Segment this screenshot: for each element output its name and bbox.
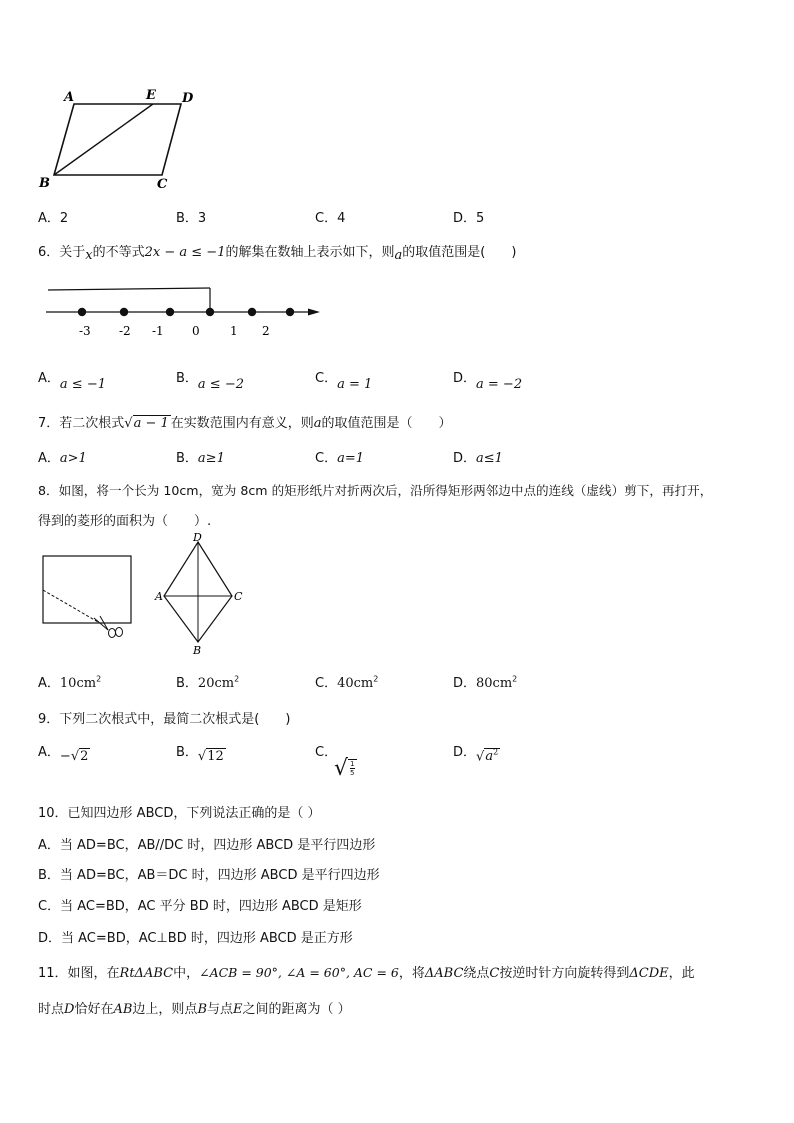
q11-text: 绕点: [463, 966, 490, 981]
q6-suffix: 的取值范围是( ): [402, 245, 517, 260]
minus-sign: −: [59, 749, 71, 764]
option-letter: C．: [315, 211, 338, 226]
parallelogram-figure: [0, 0, 794, 200]
fraction-denominator: 5: [350, 769, 355, 777]
q6-option-a[interactable]: [38, 367, 106, 392]
option-letter: C．: [315, 451, 338, 466]
option-letter: A．: [38, 676, 60, 691]
option-text: 4: [337, 211, 346, 226]
label-b: B: [193, 644, 202, 657]
q6-option-b[interactable]: [176, 367, 244, 392]
option-text: 3: [197, 211, 207, 226]
tick-label: -2: [119, 324, 131, 338]
option-letter: B．: [176, 371, 198, 386]
q5-option-b[interactable]: [176, 207, 206, 226]
option-letter: A．: [38, 211, 60, 226]
solution-ray: [48, 288, 210, 290]
q5-option-d[interactable]: [453, 207, 484, 226]
radical-sign: √: [70, 749, 80, 764]
q11-stem-line1: [38, 962, 695, 981]
radicand-exponent: 2: [493, 747, 499, 757]
q11-point-e: E: [233, 1002, 243, 1017]
option-letter: A．: [38, 451, 60, 466]
option-exponent: 2: [96, 674, 102, 684]
option-letter: D．: [453, 451, 477, 466]
option-letter: D．: [453, 745, 477, 760]
option-text: a≤1: [476, 451, 503, 466]
q10-option-b[interactable]: B．当 AD=BC，AB＝DC 时，四边形 ABCD 是平行四边形: [38, 868, 380, 883]
q9-option-c-fraction-radical: [334, 756, 357, 781]
q6-option-c[interactable]: [315, 367, 373, 392]
q8-option-c[interactable]: [315, 672, 378, 691]
q7-mid: 在实数范围内有意义，则: [170, 416, 314, 431]
option-letter: C．: [315, 371, 338, 386]
q5-option-a[interactable]: [38, 207, 68, 226]
q11-triangle-abc: RtΔABC: [119, 966, 174, 981]
radical-sign: √: [334, 756, 349, 781]
q11-triangle-cde: ΔCDE: [629, 966, 669, 981]
label-d: D: [182, 91, 194, 106]
radicand: 2: [80, 749, 89, 764]
q10-option-a[interactable]: A．当 AD=BC，AB//DC 时，四边形 ABCD 是平行四边形: [38, 838, 376, 853]
arrow-head: [308, 309, 320, 316]
tick-label: 2: [262, 324, 270, 338]
fraction-numerator: 1: [350, 760, 355, 768]
q9-option-a[interactable]: [38, 741, 90, 764]
q9-option-b[interactable]: [176, 741, 226, 764]
q9-stem: 9．下列二次根式中，最简二次根式是( ): [38, 712, 291, 727]
option-exponent: 2: [512, 674, 518, 684]
radical: [476, 748, 500, 764]
q7-radicand: a − 1: [133, 416, 169, 431]
q6-option-d[interactable]: [453, 367, 523, 392]
option-text: a = 1: [337, 377, 373, 392]
q11-point-c: C: [489, 966, 500, 981]
label-e: E: [146, 88, 156, 103]
label-b: B: [39, 176, 50, 191]
option-value: 20cm: [197, 676, 235, 691]
q11-text: ，将: [398, 966, 425, 981]
q6-prefix: 6．关于: [38, 245, 86, 260]
radical: [71, 749, 91, 764]
option-text: 5: [476, 211, 485, 226]
q6-mid2: 的解集在数轴上表示如下，则: [225, 245, 395, 260]
q8-option-b[interactable]: [176, 672, 239, 691]
option-letter: A．: [38, 371, 60, 386]
number-line-figure: [0, 280, 794, 360]
q11-text: 边上，则点: [132, 1002, 198, 1017]
option-value: 40cm: [337, 676, 374, 691]
option-text: a>1: [59, 451, 87, 466]
q11-text: 之间的距离为（ ）: [242, 1002, 351, 1017]
q7-option-c[interactable]: [315, 447, 364, 466]
q6-mid1: 的不等式: [92, 245, 145, 260]
q7-var-a: a: [313, 416, 322, 431]
option-text: a ≤ −1: [59, 377, 106, 392]
radicand: 12: [207, 749, 224, 764]
q6-var-a: a: [394, 248, 403, 263]
tick-dot: [120, 308, 128, 316]
q11-stem-line2: [38, 998, 351, 1017]
tick-dot: [286, 308, 294, 316]
label-c: C: [157, 177, 168, 192]
tick-dot: [78, 308, 86, 316]
q11-text: 中，: [173, 966, 200, 981]
label-a: A: [64, 90, 75, 105]
tick-dot: [166, 308, 174, 316]
tick-dot: [248, 308, 256, 316]
option-letter: B．: [176, 745, 198, 760]
q11-point-b: B: [197, 1002, 207, 1017]
option-letter: B．: [176, 211, 198, 226]
q11-text: 按逆时针方向旋转得到: [499, 966, 630, 981]
q7-radical: [124, 416, 170, 431]
tick-label: 1: [230, 324, 238, 338]
q7-option-a[interactable]: [38, 447, 87, 466]
option-letter: A．: [38, 745, 60, 760]
q11-text: ，此: [668, 966, 695, 981]
option-letter: C．: [315, 676, 338, 691]
option-exponent: 2: [373, 674, 379, 684]
q7-prefix: 7．若二次根式: [38, 416, 125, 431]
q8-option-d[interactable]: [453, 672, 517, 691]
label-c: C: [234, 590, 243, 603]
rhombus-figure: [0, 530, 260, 660]
q11-point-d: D: [64, 1002, 75, 1017]
option-text: a=1: [337, 451, 364, 466]
option-text: 2: [59, 211, 69, 226]
q7-option-d[interactable]: [453, 447, 503, 466]
q10-stem: 10．已知四边形 ABCD，下列说法正确的是（ ）: [38, 806, 321, 821]
q8-stem-line2: 得到的菱形的面积为（ ）.: [38, 514, 212, 529]
q11-text: 时点: [38, 1002, 65, 1017]
q6-var-x: x: [85, 248, 93, 263]
option-letter: B．: [176, 451, 198, 466]
option-letter: D．: [453, 371, 477, 386]
radical-sign: √: [197, 749, 207, 764]
q11-text: 11．如图，在: [38, 966, 120, 981]
q10-option-c[interactable]: C．当 AC=BD，AC 平分 BD 时，四边形 ABCD 是矩形: [38, 899, 362, 914]
option-exponent: 2: [234, 674, 240, 684]
option-text: a≥1: [197, 451, 225, 466]
tick-label: 0: [192, 324, 200, 338]
label-a: A: [155, 590, 163, 603]
q9-option-d[interactable]: [453, 741, 500, 764]
option-text: a ≤ −2: [197, 377, 244, 392]
option-letter: D．: [453, 676, 477, 691]
q11-triangle-abc-2: ΔABC: [424, 966, 464, 981]
q8-stem-line1: 8．如图，将一个长为 10cm，宽为 8cm 的矩形纸片对折两次后，沿所得矩形两邻边中点的连线（虚线）剪下，再打开，: [38, 483, 713, 498]
option-letter: C．: [315, 745, 338, 760]
tick-label: -1: [152, 324, 164, 338]
option-value: 80cm: [476, 676, 513, 691]
radical-sign: √: [476, 749, 485, 764]
q8-option-a[interactable]: [38, 672, 101, 691]
parallelogram-outline: [54, 104, 181, 175]
tick-dot: [206, 308, 214, 316]
q6-stem: [38, 241, 517, 263]
radical: [198, 749, 226, 764]
fraction: [348, 759, 356, 777]
q6-inequality: 2x − a ≤ −1: [144, 245, 226, 260]
option-text: a = −2: [476, 377, 523, 392]
option-letter: B．: [176, 676, 198, 691]
radicand: [484, 748, 500, 764]
q11-text: 恰好在: [74, 1002, 114, 1017]
label-d: D: [193, 531, 202, 544]
option-letter: D．: [453, 211, 477, 226]
q7-option-b[interactable]: [176, 447, 225, 466]
q7-suffix: 的取值范围是（ ）: [321, 416, 452, 431]
option-value: 10cm: [59, 676, 97, 691]
q11-segment-ab: AB: [113, 1002, 133, 1017]
segment-be: [54, 104, 153, 175]
tick-label: -3: [79, 324, 91, 338]
q5-option-c[interactable]: [315, 207, 345, 226]
q10-option-d[interactable]: D．当 AC=BD，AC⊥BD 时，四边形 ABCD 是正方形: [38, 931, 353, 946]
q11-text: 与点: [207, 1002, 234, 1017]
q7-stem: [38, 412, 452, 431]
radical-sign: √: [124, 416, 133, 431]
radicand-base: a: [485, 749, 494, 764]
q11-conditions: ∠ACB = 90°, ∠A = 60°, AC = 6: [199, 965, 399, 980]
